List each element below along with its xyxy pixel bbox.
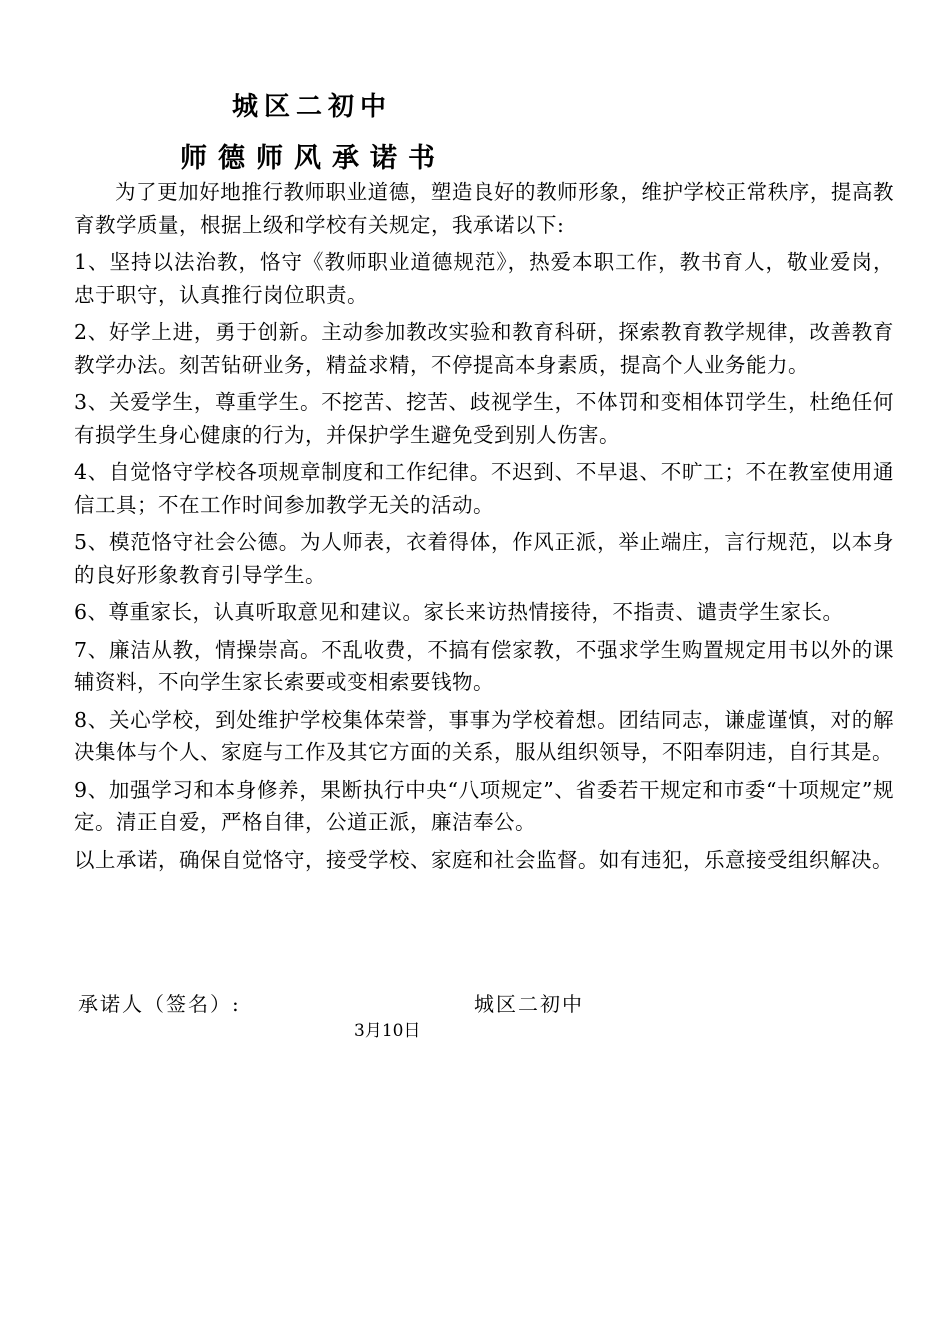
- commitment-item-4: 4、自觉恪守学校各项规章制度和工作纪律。不迟到、不早退、不旷工；不在教室使用通信工具；不在工作时间参加教学无关的活动。: [74, 460, 894, 517]
- commitment-item-2: 2、好学上进，勇于创新。主动参加教改实验和教育科研，探索教育教学规律，改善教育教学办法。刻苦钻研业务，精益求精，不停提高本身素质，提高个人业务能力。: [74, 320, 894, 377]
- commitment-item-1: 1、坚持以法治教，恪守《教师职业道德规范》，热爱本职工作，教书育人，敬业爱岗，忠于职守，认真推行岗位职责。: [74, 250, 894, 307]
- commitment-item-6: 6、尊重家长，认真听取意见和建议。家长来访热情接待，不指责、谴责学生家长。: [74, 600, 844, 624]
- signer-label: 承诺人（签名）:: [78, 992, 241, 1016]
- commitment-item-8: 8、关心学校，到处维护学校集体荣誉，事事为学校着想。团结同志，谦虚谨慎，对的解决集体与个人、家庭与工作及其它方面的关系，服从组织领导，不阳奉阴违，自行其是。: [74, 707, 894, 764]
- document-body: [74, 176, 894, 881]
- signature-school: 城区二初中: [474, 992, 584, 1016]
- commitment-item-7: 7、廉洁从教，情操崇高。不乱收费，不搞有偿家教，不强求学生购置规定用书以外的课辅资料，不向学生家长索要或变相索要钱物。: [74, 637, 894, 694]
- document-title: 师德师风承诺书: [180, 143, 446, 174]
- school-name-heading: 城区二初中: [232, 92, 393, 122]
- signature-date: 3月10日: [354, 1021, 421, 1041]
- commitment-item-3: 3、关爱学生，尊重学生。不挖苦、挖苦、歧视学生，不体罚和变相体罚学生，杜绝任何有损学生身心健康的行为，并保护学生避免受到别人伤害。: [74, 390, 894, 447]
- intro-paragraph: 为了更加好地推行教师职业道德，塑造良好的教师形象，维护学校正常秩序，提高教育教学质量，根据上级和学校有关规定，我承诺以下:: [74, 180, 894, 237]
- commitment-item-5: 5、模范恪守社会公德。为人师表，衣着得体，作风正派，举止端庄，言行规范，以本身的良好形象教育引导学生。: [74, 530, 894, 587]
- commitment-item-9: 9、加强学习和本身修养，果断执行中央“八项规定”、省委若干规定和市委“十项规定”规定。清正自爱，严格自律，公道正派，廉洁奉公。: [74, 777, 894, 834]
- closing-paragraph: 以上承诺，确保自觉恪守，接受学校、家庭和社会监督。如有违犯，乐意接受组织解决。: [74, 847, 893, 872]
